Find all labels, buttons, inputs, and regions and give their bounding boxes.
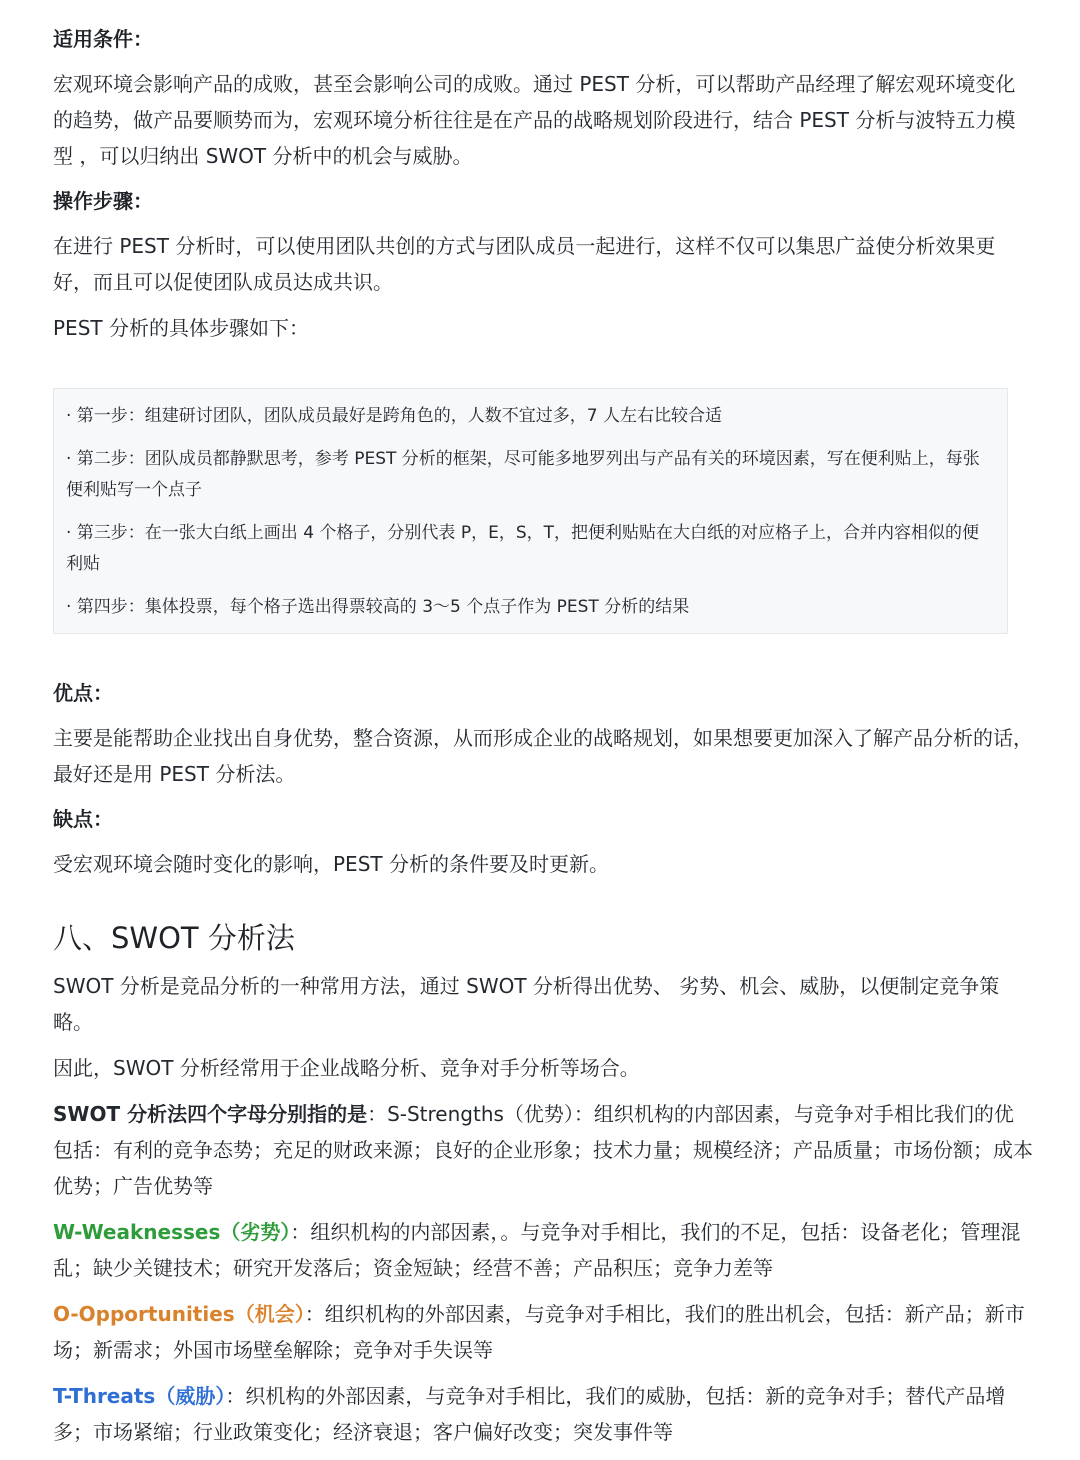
cons-heading: 缺点： <box>53 807 113 831</box>
swot-usage: 因此，SWOT 分析经常用于企业战略分析、竞争对手分析等场合。 <box>53 1056 640 1080</box>
conditions-heading: 适用条件： <box>53 27 153 51</box>
weaknesses-text: ：组织机构的内部因素，。与竞争对手相比，我们的不足，包括：设备老化；管理混乱；缺少关键技术；研究开发落后；资金短缺；经营不善；产品积压；竞争力差等 <box>53 1220 1021 1280</box>
swot-opportunities <box>53 1296 1033 1368</box>
weaknesses-label: W-Weaknesses（劣势） <box>53 1220 291 1244</box>
pros-paragraph: 主要是能帮助企业找出自身优势，整合资源，从而形成企业的战略规划，如果想要更加深入了解产品分析的话，最好还是用 PEST 分析法。 <box>53 726 1033 786</box>
swot-strengths <box>53 1096 1033 1204</box>
swot-lead-label: SWOT 分析法四个字母分别指的是 <box>53 1102 368 1126</box>
threats-label: T-Threats（威胁） <box>53 1384 226 1408</box>
step-item-4: · 第四步：集体投票，每个格子选出得票较高的 3～5 个点子作为 PEST 分析的结果 <box>66 597 690 617</box>
swot-weaknesses <box>53 1214 1033 1286</box>
cons-paragraph: 受宏观环境会随时变化的影响，PEST 分析的条件要及时更新。 <box>53 852 609 876</box>
step-item-3: · 第三步：在一张大白纸上画出 4 个格子，分别代表 P，E，S，T，把便利贴贴在大白纸的对应格子上，合并内容相似的便利贴 <box>66 523 980 574</box>
threats-text: ：织机构的外部因素，与竞争对手相比，我们的威胁，包括：新的竞争对手；替代产品增多；市场紧缩；行业政策变化；经济衰退；客户偏好改变；突发事件等 <box>53 1384 1006 1444</box>
swot-threats <box>53 1378 1033 1450</box>
pros-heading: 优点： <box>53 681 113 705</box>
step-item-1: · 第一步：组建研讨团队，团队成员最好是跨角色的，人数不宜过多，7 人左右比较合适 <box>66 406 723 426</box>
article-body <box>53 22 1033 1460</box>
conditions-paragraph: 宏观环境会影响产品的成败，甚至会影响公司的成败。通过 PEST 分析，可以帮助产品经理了解宏观环境变化的趋势，做产品要顺势而为，宏观环境分析往往是在产品的战略规划阶段进行，结合 PEST 分析与波特五力模型 ，可以归纳出 SWOT 分析中的机会与威胁。 <box>53 72 1016 168</box>
swot-section-title: 八、SWOT 分析法 <box>53 921 295 955</box>
opportunities-label: O-Opportunities（机会） <box>53 1302 305 1326</box>
strengths-text: ：S-Strengths（优势）：组织机构的内部因素，与竞争对手相比我们的优包括：有利的竞争态势；充足的财政来源；良好的企业形象；技术力量；规模经济；产品质量；市场份额；成本优势；广告优势等 <box>53 1102 1033 1198</box>
swot-intro: SWOT 分析是竞品分析的一种常用方法，通过 SWOT 分析得出优势、 劣势、机会、威胁，以便制定竞争策略。 <box>53 974 1000 1034</box>
step-item-2: · 第二步：团队成员都静默思考，参考 PEST 分析的框架，尽可能多地罗列出与产品有关的环境因素，写在便利贴上，每张便利贴写一个点子 <box>66 449 980 500</box>
steps-intro: PEST 分析的具体步骤如下： <box>53 316 309 340</box>
opportunities-text: ：组织机构的外部因素，与竞争对手相比，我们的胜出机会，包括：新产品；新市场；新需求；外国市场壁垒解除；竞争对手失误等 <box>53 1302 1025 1362</box>
steps-heading: 操作步骤： <box>53 189 153 213</box>
steps-paragraph: 在进行 PEST 分析时，可以使用团队共创的方式与团队成员一起进行，这样不仅可以集思广益使分析效果更好，而且可以促使团队成员达成共识。 <box>53 234 996 294</box>
steps-blockquote <box>53 388 1008 634</box>
